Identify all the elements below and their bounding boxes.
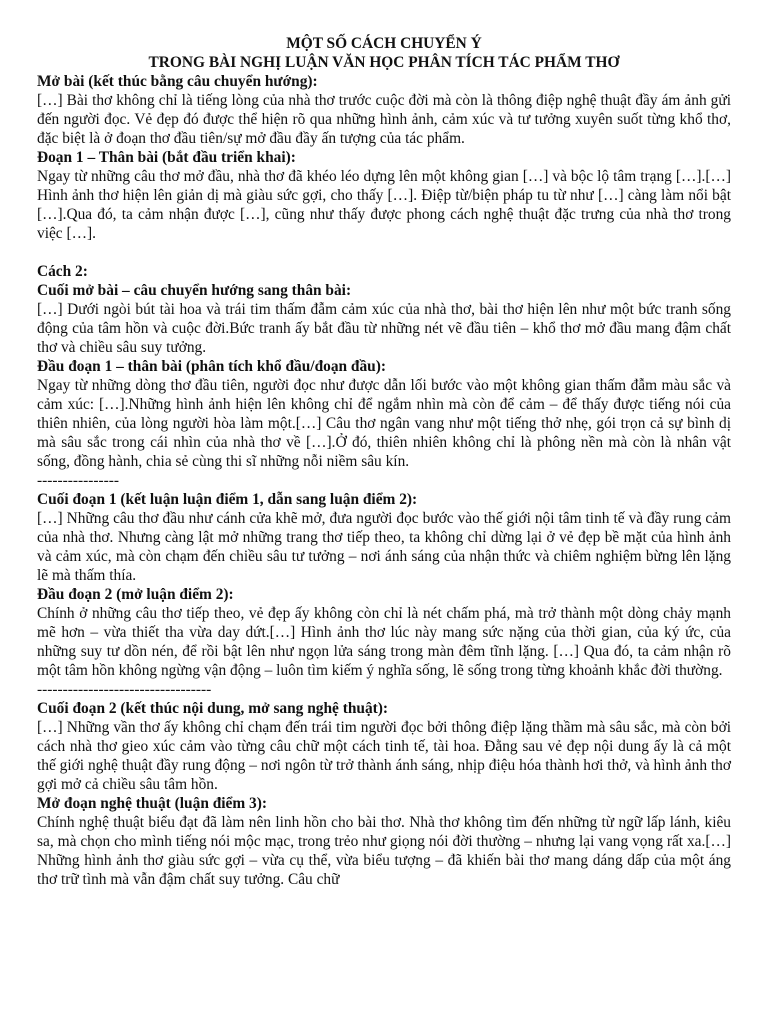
separator-line-1: ---------------- [37,472,120,489]
blank-line [37,243,731,262]
section-heading-dau-doan-1: Đầu đoạn 1 – thân bài (phân tích khổ đầu/đoạn đầu): [37,358,386,375]
section-text-cuoi-mo-bai: […] Dưới ngòi bút tài hoa và trái tim thấm đẫm cảm xúc của nhà thơ, bài thơ hiện lên như một bức tranh sống động của tâm hồn và cuộc đời.Bức tranh ấy bắt đầu từ những nét vẽ đầu tiên – khổ thơ mở đầu mang đậm chất thơ và chiều sâu suy tưởng. [37,301,731,356]
cach-2-label: Cách 2: [37,263,88,280]
section-text-doan-1: Ngay từ những câu thơ mở đầu, nhà thơ đã khéo léo dựng lên một không gian […] và bộc lộ tâm trạng […].[…] Hình ảnh thơ hiện lên giản dị mà giàu sức gợi, cho thấy […]. Điệp từ/biện pháp tu từ như […] càng làm nổi bật […].Qua đó, ta cảm nhận được […], cũng như thấy được phong cách nghệ thuật đặc trưng của nhà thơ trong việc […]. [37,168,731,242]
section-heading-doan-1: Đoạn 1 – Thân bài (bắt đầu triển khai): [37,149,296,166]
document-title-line-2: TRONG BÀI NGHỊ LUẬN VĂN HỌC PHÂN TÍCH TÁC PHẨM THƠ [148,54,620,71]
section-text-cuoi-doan-1: […] Những câu thơ đầu như cánh cửa khẽ mở, đưa người đọc bước vào thế giới nội tâm tinh tế và đầy rung cảm của nhà thơ. Nhưng càng lật mở những trang thơ tiếp theo, ta không chỉ dừng lại ở vẻ đẹp bề mặt của hình ảnh và cảm xúc, mà còn chạm đến chiều sâu tư tưởng – nơi ánh sáng của nhận thức và chiêm nghiệm bừng lên lặng lẽ mà thấm thía. [37,510,731,584]
document-title-line-1: MỘT SỐ CÁCH CHUYỂN Ý [286,35,482,52]
section-text-dau-doan-2: Chính ở những câu thơ tiếp theo, vẻ đẹp ấy không còn chỉ là nét chấm phá, mà trở thành một dòng chảy mạnh mẽ hơn – vừa thiết tha vừa day dứt.[…] Hình ảnh thơ lúc này mang sức nặng của thời gian, của ký ức, của những suy tư dồn nén, để rồi bật lên như ngọn lửa sáng trong màn đêm tĩnh lặng. […] Qua đó, ta cảm nhận rõ một tâm hồn không ngừng vận động – luôn tìm kiếm ý nghĩa sống, lẽ sống trong từng khoảnh khắc đời thường. [37,605,731,679]
section-text-cuoi-doan-2: […] Những vần thơ ấy không chỉ chạm đến trái tim người đọc bởi thông điệp lặng thầm mà sâu sắc, mà còn bởi cách nhà thơ gieo xúc cảm vào từng câu chữ một cách tinh tế, tài hoa. Đằng sau vẻ đẹp nội dung ấy là cả một thế giới nghệ thuật đầy rung động – nơi ngôn từ trở thành ánh sáng, nhịp điệu hóa thành hơi thở, và hình ảnh thơ gợi mở cả chiều sâu tâm hồn. [37,719,731,793]
section-heading-mo-doan-nghe-thuat: Mở đoạn nghệ thuật (luận điểm 3): [37,795,268,812]
section-text-dau-doan-1: Ngay từ những dòng thơ đầu tiên, người đọc như được dẫn lối bước vào một không gian thấm đẫm màu sắc và cảm xúc: […].Những hình ảnh hiện lên không chỉ để ngắm nhìn mà còn để cảm – để thấy được tiếng nói của thiên nhiên, của lòng người hòa làm một.[…] Câu thơ ngân vang như một tiếng thở nhẹ, gói trọn cả sự bình dị mà sâu sắc trong cái nhìn của nhà thơ về […].Ở đó, thiên nhiên không chỉ là phông nền mà còn là nhân vật sống, đồng hành, chia sẻ cùng thi sĩ những nỗi niềm sâu kín. [37,377,731,470]
section-heading-cuoi-mo-bai: Cuối mở bài – câu chuyển hướng sang thân bài: [37,282,352,299]
section-heading-cuoi-doan-2: Cuối đoạn 2 (kết thúc nội dung, mở sang nghệ thuật): [37,700,389,717]
separator-line-2: ---------------------------------- [37,681,212,698]
section-heading-dau-doan-2: Đầu đoạn 2 (mở luận điểm 2): [37,586,234,603]
section-text-mo-bai: […] Bài thơ không chỉ là tiếng lòng của nhà thơ trước cuộc đời mà còn là thông điệp nghệ thuật đầy ám ảnh gửi đến người đọc. Vẻ đẹp đó được thể hiện rõ qua những hình ảnh, cảm xúc và tư tưởng xuyên suốt từng khổ thơ, đặc biệt là ở đoạn thơ đầu tiên/sự mở đầu đầy ấn tượng của tác phẩm. [37,92,731,147]
section-heading-cuoi-doan-1: Cuối đoạn 1 (kết luận luận điểm 1, dẫn sang luận điểm 2): [37,491,418,508]
section-heading-mo-bai: Mở bài (kết thúc bằng câu chuyển hướng): [37,73,318,90]
section-text-mo-doan-nghe-thuat: Chính nghệ thuật biểu đạt đã làm nên linh hồn cho bài thơ. Nhà thơ không tìm đến những từ ngữ lấp lánh, kiêu sa, mà chọn cho mình tiếng nói mộc mạc, trong trẻo như giọng nói đời thường – nhưng lại vang vọng rất xa.[…] Những hình ảnh thơ giàu sức gợi – vừa cụ thể, vừa biểu tượng – đã khiến bài thơ mang dáng dấp của một áng thơ trữ tình mà vẫn đậm chất suy tưởng. Câu chữ [37,814,731,888]
